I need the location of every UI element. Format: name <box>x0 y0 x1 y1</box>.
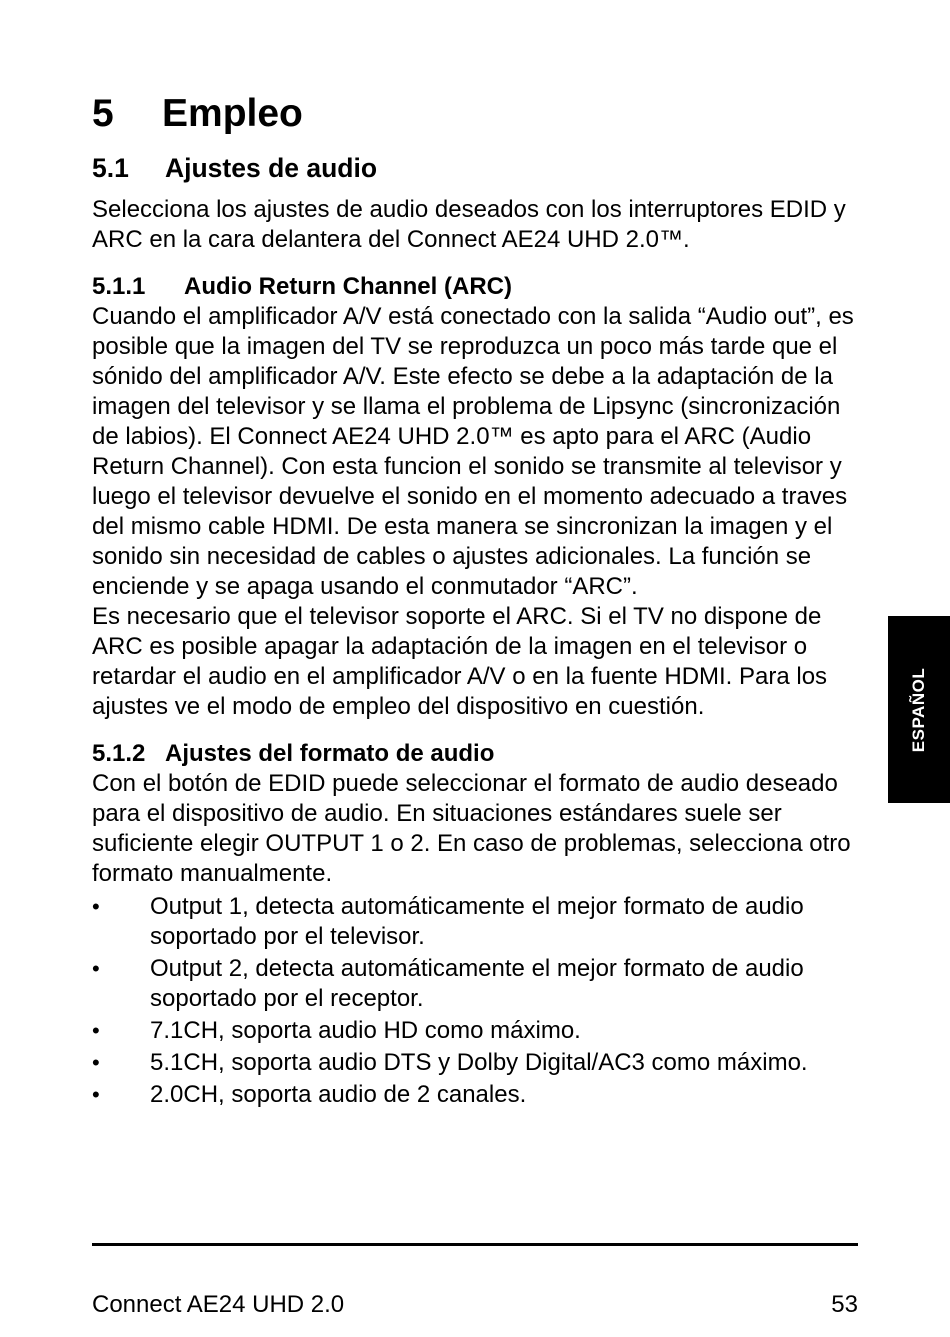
section-title: Empleo <box>162 92 303 135</box>
subsection-intro: Selecciona los ajustes de audio deseados con los interruptores EDID y ARC en la cara delantera del Connect AE24 UHD 2.0™. <box>92 196 846 253</box>
list-item <box>92 1016 862 1046</box>
bullet-icon: • <box>92 956 100 981</box>
page-content <box>92 90 862 1112</box>
subsection-title: Ajustes de audio <box>165 153 378 183</box>
format-paragraph: Con el botón de EDID puede seleccionar el formato de audio deseado para el dispositivo de audio. En situaciones estándares suele ser suficiente elegir OUTPUT 1 o 2. En caso de problemas, selecciona otro formato manualmente. <box>92 770 851 887</box>
bullet-icon: • <box>92 1082 100 1107</box>
language-tab-label: ESPAÑOL <box>909 667 928 752</box>
arc-paragraph-2: Es necesario que el televisor soporte el ARC. Si el TV no dispone de ARC es posible apagar la adaptación de la imagen en el televisor o retardar el audio en el amplificador A/V o en la fuente HDMI. Para los ajustes ve el modo de empleo del dispositivo en cuestión. <box>92 603 828 720</box>
footer-product-name: Connect AE24 UHD 2.0 <box>92 1291 345 1318</box>
arc-paragraph-1: Cuando el amplificador A/V está conectado con la salida “Audio out”, es posible que la imagen del TV se reproduzca un poco más tarde que el sónido del amplificador A/V. Este efecto se debe a la adaptación de la imagen del televisor y se llama el problema de Lipsync (sincronización de labios). El Connect AE24 UHD 2.0™ es apto para el ARC (Audio Return Channel). Con esta funcion el sonido se transmite al televisor y luego el televisor devuelve el sonido en el momento adecuado a traves del mismo cable HDMI. De esta manera se sincronizan la imagen y el sonido sin necesidad de cables o ajustes adicionales. La función se enciende y se apaga usando el conmutador “ARC”. <box>92 303 854 600</box>
footer-divider <box>92 1243 858 1246</box>
arc-heading <box>92 272 862 302</box>
arc-number: 5.1.1 <box>92 273 146 300</box>
arc-title: Audio Return Channel (ARC) <box>184 273 512 300</box>
bullet-icon: • <box>92 1050 100 1075</box>
footer-page-number: 53 <box>831 1291 858 1318</box>
list-item <box>92 1080 862 1110</box>
list-item-text: Output 1, detecta automáticamente el mejor formato de audio soportado por el televisor. <box>150 893 804 950</box>
language-tab <box>888 616 950 803</box>
section-heading <box>92 90 862 138</box>
format-number: 5.1.2 <box>92 740 146 767</box>
subsection-heading <box>92 152 862 184</box>
list-item-text: 2.0CH, soporta audio de 2 canales. <box>150 1081 527 1108</box>
format-bullet-list <box>92 892 862 1110</box>
list-item <box>92 1048 862 1078</box>
bullet-icon: • <box>92 1018 100 1043</box>
list-item-text: Output 2, detecta automáticamente el mejor formato de audio soportado por el receptor. <box>150 955 804 1012</box>
bullet-icon: • <box>92 894 100 919</box>
section-number: 5 <box>92 92 114 135</box>
format-title: Ajustes del formato de audio <box>165 740 495 767</box>
format-heading <box>92 739 862 769</box>
list-item <box>92 954 862 1014</box>
subsection-number: 5.1 <box>92 153 129 183</box>
list-item <box>92 892 862 952</box>
list-item-text: 5.1CH, soporta audio DTS y Dolby Digital/AC3 como máximo. <box>150 1049 808 1076</box>
list-item-text: 7.1CH, soporta audio HD como máximo. <box>150 1017 581 1044</box>
